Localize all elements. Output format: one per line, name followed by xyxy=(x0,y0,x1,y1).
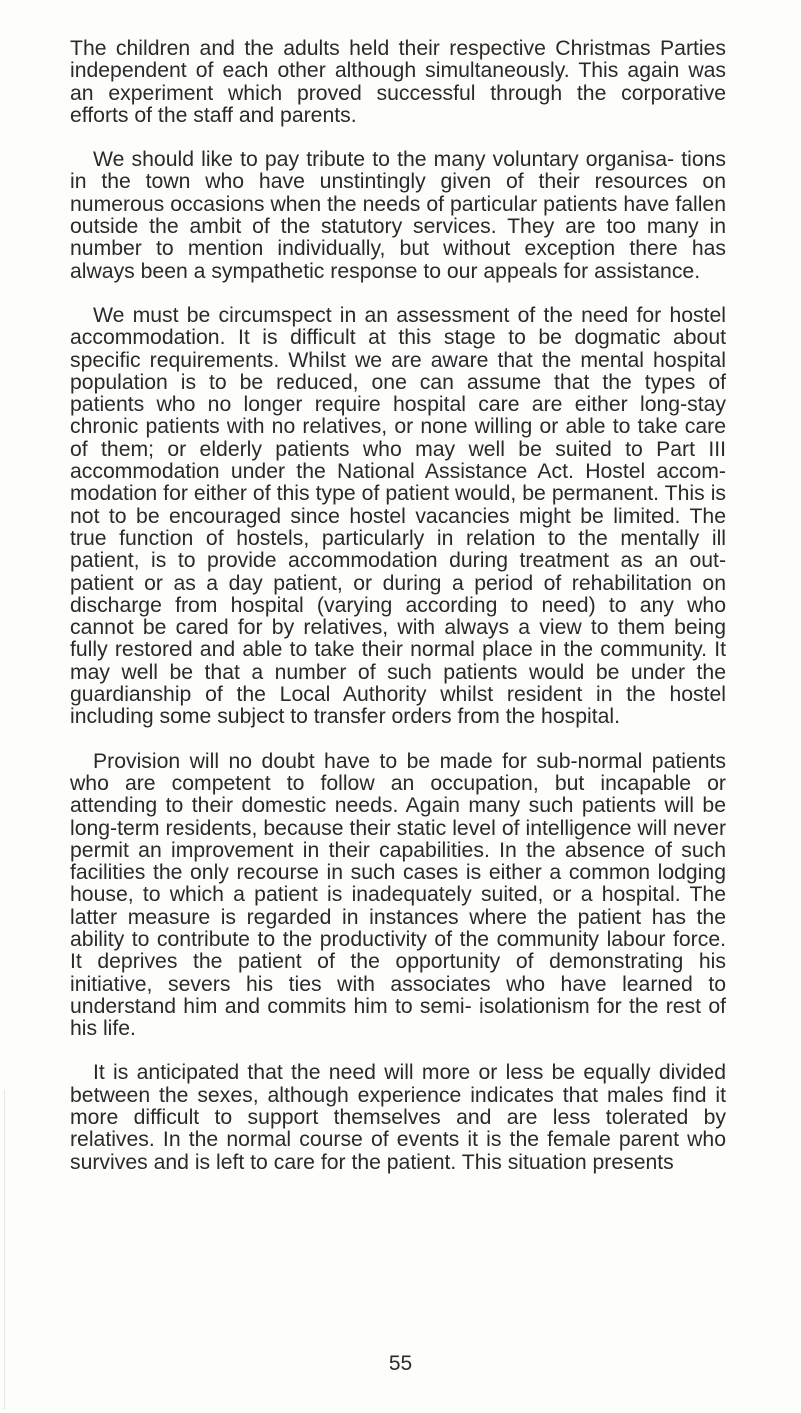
paragraph-sub-normal-patients: Provision will no doubt have to be made for sub-normal patients who are competent to follow an occupation, but incapable or attending to their domestic needs. Again many such patients will be long-term residents, because their static level of intelligence will never permit an improvement in their capabilities. In the absence of such facilities the only recourse in such cases is either a common lodging house, to which a patient is inadequately suited, or a hospital. The latter measure is regarded in instances where the patient has the ability to contribute to the productivity of the community labour force. It deprives the patient of the opportunity of demonstrating his initiative, severs his ties with associates who have learned to understand him and commits him to semi- isolationism for the rest of his life. xyxy=(70,749,726,1041)
paragraph-hostel-accommodation: We must be circumspect in an assessment of the need for hostel accommodation. It is difficult at this stage to be dogmatic about specific requirements. Whilst we are aware that the mental hospital population is to be reduced, one can assume that the types of patients who no longer require hospital care are either long-stay chronic patients with no relatives, or none willing or able to take care of them; or elderly patients who may well be suited to Part III accommodation under the National Assistance Act. Hostel accom- modation for either of this type of patient would, be permanent. This is not to be encouraged since hostel vacancies might be limited. The true function of hostels, particularly in relation to the mentally ill patient, is to provide accommodation during treatment as an out-patient or as a day patient, or during a period of rehabilitation on discharge from hospital (varying according to need) to any who cannot be cared for by relatives, with always a view to them being fully restored and able to take their normal place in the community. It may well be that a number of such patients would be under the guardianship of the Local Authority whilst resident in the hostel including some subject to transfer orders from the hospital. xyxy=(70,303,726,729)
body-text xyxy=(70,38,726,1196)
paragraph-christmas-parties: The children and the adults held their respective Christmas Parties independent of each other although simultaneously. This again was an experiment which proved successful through the corporative efforts of the staff and parents. xyxy=(70,37,726,127)
page-number: 55 xyxy=(388,1352,413,1375)
paragraph-sexes-need: It is anticipated that the need will more or less be equally divided between the sexes, although experience indicates that males find it more difficult to support themselves and are less tolerated by relatives. In the normal course of events it is the female parent who survives and is left to care for the patient. This situation presents xyxy=(70,1061,726,1174)
paragraph-voluntary-organisations: We should like to pay tribute to the many voluntary organisa- tions in the town who have unstintingly given of their resources on numerous occasions when the needs of particular patients have fallen outside the ambit of the statutory services. They are too many in number to mention individually, but without exception there has always been a sympathetic response to our appeals for assistance. xyxy=(70,148,726,283)
